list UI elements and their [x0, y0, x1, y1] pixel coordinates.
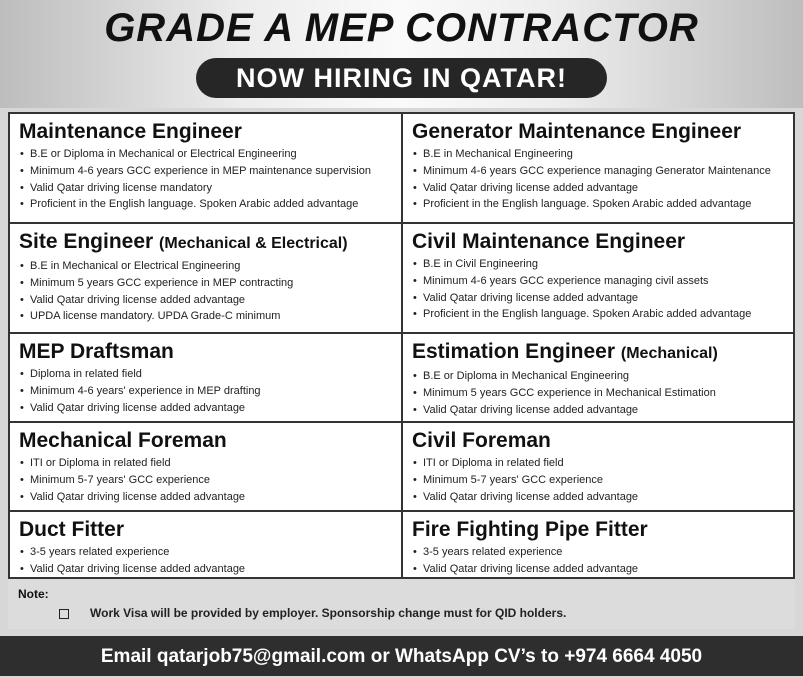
checkbox-icon — [59, 609, 69, 619]
requirement-item: • Valid Qatar driving license added advantage — [412, 180, 787, 197]
requirement-item: • 3-5 years related experience — [412, 544, 787, 561]
job-title — [412, 229, 787, 255]
requirement-item: • Minimum 4-6 years GCC experience managing Generator Maintenance — [412, 163, 787, 180]
job-card — [10, 224, 403, 334]
requirements-list — [19, 146, 393, 213]
job-card — [403, 512, 795, 582]
requirement-item: • Minimum 5 years GCC experience in MEP contracting — [19, 275, 393, 292]
requirements-list — [412, 544, 787, 578]
job-card — [10, 334, 403, 423]
requirement-item: • ITI or Diploma in related field — [19, 455, 393, 472]
job-title — [19, 517, 393, 543]
requirement-item: • Diploma in related field — [19, 366, 393, 383]
job-title — [412, 517, 787, 543]
requirement-item: • Minimum 4-6 years GCC experience in MEP maintenance supervision — [19, 163, 393, 180]
job-title-text: Estimation Engineer — [412, 340, 616, 363]
jobs-grid — [8, 112, 795, 579]
requirement-item: • Minimum 4-6 years' experience in MEP drafting — [19, 383, 393, 400]
contact-footer — [0, 636, 803, 676]
job-card — [403, 114, 795, 224]
requirement-item: • B.E or Diploma in Mechanical Engineering — [412, 368, 787, 385]
requirements-list — [19, 366, 393, 416]
requirement-item: • B.E or Diploma in Mechanical or Electrical Engineering — [19, 146, 393, 163]
job-title — [412, 119, 787, 145]
requirement-item: • Minimum 4-6 years GCC experience managing civil assets — [412, 273, 787, 290]
requirement-item: • Proficient in the English language. Spoken Arabic added advantage — [412, 196, 787, 213]
page-title: GRADE A MEP CONTRACTOR — [104, 6, 699, 50]
job-title-text: Site Engineer — [19, 230, 154, 253]
note-section — [8, 579, 795, 629]
requirement-item: • Valid Qatar driving license added advantage — [412, 561, 787, 578]
contact-text: Email qatarjob75@gmail.com or WhatsApp CV’s to +974 6664 4050 — [100, 646, 703, 667]
job-card — [10, 423, 403, 512]
job-title — [19, 339, 393, 365]
job-title-text: Maintenance Engineer — [19, 120, 242, 143]
requirement-item: • B.E in Mechanical or Electrical Engineering — [19, 258, 393, 275]
requirements-list — [412, 368, 787, 418]
requirements-list — [19, 455, 393, 505]
requirement-item: • B.E in Mechanical Engineering — [412, 146, 787, 163]
requirement-item: • Valid Qatar driving license added advantage — [412, 489, 787, 506]
job-qualifier: (Mechanical & Electrical) — [159, 235, 348, 252]
requirement-item: • Minimum 5-7 years' GCC experience — [19, 472, 393, 489]
job-card — [403, 423, 795, 512]
requirement-item: • UPDA license mandatory. UPDA Grade-C minimum — [19, 308, 393, 325]
job-title-text: MEP Draftsman — [19, 340, 174, 363]
job-qualifier: (Mechanical) — [620, 345, 718, 362]
requirements-list — [19, 258, 393, 325]
job-title-text: Civil Foreman — [412, 429, 551, 452]
requirements-list — [412, 256, 787, 323]
requirement-item: • Valid Qatar driving license added advantage — [412, 290, 787, 307]
requirements-list — [412, 146, 787, 213]
job-title — [19, 229, 393, 257]
job-title-text: Civil Maintenance Engineer — [412, 230, 686, 253]
requirement-item: • B.E in Civil Engineering — [412, 256, 787, 273]
job-card — [403, 224, 795, 334]
requirement-item: • Minimum 5-7 years' GCC experience — [412, 472, 787, 489]
requirement-item: • Valid Qatar driving license added advantage — [19, 489, 393, 506]
job-title — [412, 428, 787, 454]
job-card — [403, 334, 795, 423]
requirement-item: • Proficient in the English language. Spoken Arabic added advantage — [19, 196, 393, 213]
requirement-item: • Proficient in the English language. Spoken Arabic added advantage — [412, 306, 787, 323]
note-text: Work Visa will be provided by employer. Sponsorship change must for QID holders. — [90, 606, 567, 620]
job-title-text: Generator Maintenance Engineer — [412, 120, 742, 143]
job-title — [412, 339, 787, 367]
requirement-item: • Valid Qatar driving license added advantage — [19, 561, 393, 578]
requirement-item: • 3-5 years related experience — [19, 544, 393, 561]
job-card — [10, 512, 403, 582]
job-title-text: Fire Fighting Pipe Fitter — [412, 518, 648, 541]
header-banner — [0, 0, 803, 108]
requirement-item: • Valid Qatar driving license added advantage — [412, 402, 787, 419]
job-title-text: Mechanical Foreman — [19, 429, 227, 452]
requirement-item: • Minimum 5 years GCC experience in Mechanical Estimation — [412, 385, 787, 402]
requirement-item: • Valid Qatar driving license added advantage — [19, 292, 393, 309]
requirement-item: • Valid Qatar driving license mandatory — [19, 180, 393, 197]
note-label: Note: — [18, 587, 49, 601]
requirements-list — [412, 455, 787, 505]
job-title-text: Duct Fitter — [19, 518, 124, 541]
requirement-item: • ITI or Diploma in related field — [412, 455, 787, 472]
job-title — [19, 428, 393, 454]
requirement-item: • Valid Qatar driving license added advantage — [19, 400, 393, 417]
job-card — [10, 114, 403, 224]
hiring-banner: NOW HIRING IN QATAR! — [196, 58, 607, 98]
job-title — [19, 119, 393, 145]
requirements-list — [19, 544, 393, 578]
